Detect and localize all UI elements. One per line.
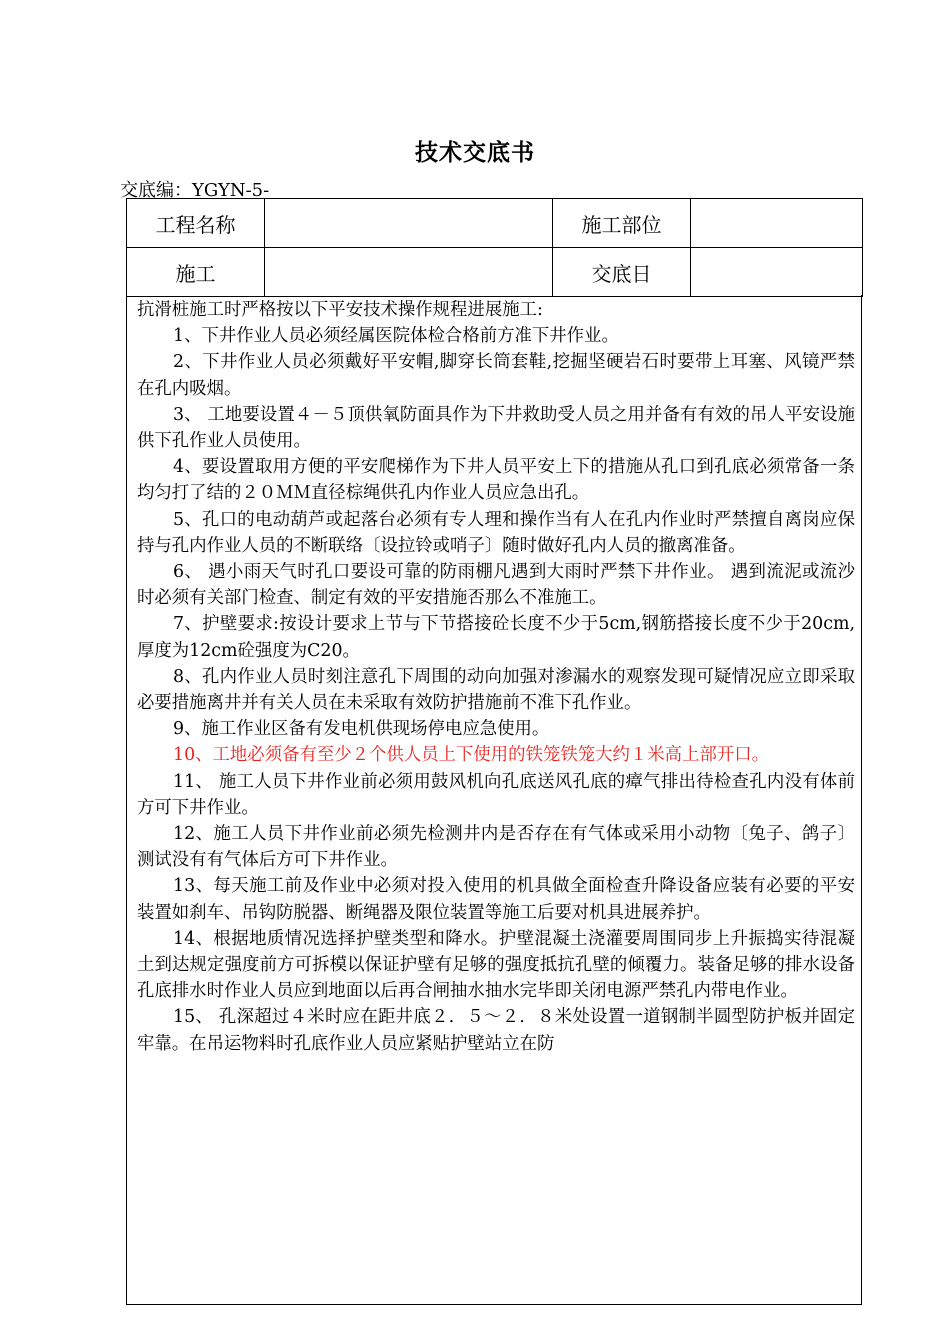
rule-item: 5、孔口的电动葫芦或起落台必须有专人理和操作当有人在孔内作业时严禁擅自离岗应保持与孔内作业人员的不断联络〔设拉铃或哨子〕随时做好孔内人员的撤离准备。 xyxy=(137,509,855,556)
date-value xyxy=(691,248,863,297)
document-title: 技术交底书 xyxy=(415,140,535,166)
document-code: 交底编：YGYN-5- xyxy=(120,180,270,201)
rule-item: 11、 施工人员下井作业前必须用鼓风机向孔底送风孔底的瘴气排出待检查孔内没有体前方可下井作业。 xyxy=(137,771,855,818)
rule-item: 12、施工人员下井作业前必须先检测井内是否存在有气体或采用小动物〔兔子、鸽子〕测试没有有气体后方可下井作业。 xyxy=(137,824,855,871)
rule-item-highlighted: 10、工地必须备有至少２个供人员上下使用的铁笼铁笼大约１米高上部开口。 xyxy=(173,745,770,766)
header-table xyxy=(126,198,863,297)
rule-item: 9、施工作业区备有发电机供现场停电应急使用。 xyxy=(173,719,550,740)
rule-item: 2、下井作业人员必须戴好平安帽,脚穿长筒套鞋,挖掘坚硬岩石时要带上耳塞、风镜严禁在孔内吸烟。 xyxy=(137,352,855,399)
rule-item: 7、护壁要求:按设计要求上节与下节搭接砼长度不少于5cm,钢筋搭接长度不少于20cm,厚度为12cm砼强度为C20。 xyxy=(137,614,855,661)
header-row-1 xyxy=(127,199,863,248)
rule-item: 6、 遇小雨天气时孔口要设可靠的防雨棚凡遇到大雨时严禁下井作业。 遇到流泥或流沙时必须有关部门检查、制定有效的平安措施否那么不准施工。 xyxy=(137,562,855,609)
rule-item: 13、每天施工前及作业中必须对投入使用的机具做全面检查升降设备应装有必要的平安装置如刹车、吊钩防脱器、断绳器及限位装置等施工后要对机具进展养护。 xyxy=(137,876,855,923)
rule-item: 4、要设置取用方便的平安爬梯作为下井人员平安上下的措施从孔口到孔底必须常备一条均匀打了结的２０ＭＭ直径棕绳供孔内作业人员应急出孔。 xyxy=(137,457,855,504)
header-row-2 xyxy=(127,248,863,297)
intro-text: 抗滑桩施工时严格按以下平安技术操作规程进展施工: xyxy=(137,300,543,320)
safety-rules xyxy=(137,297,855,1057)
project-name-label: 工程名称 xyxy=(127,199,265,248)
rule-item: 14、根据地质情况选择护壁类型和降水。护壁混凝土浇灌要周围同步上升振捣实待混凝土到达规定强度前方可拆模以保证护壁有足够的强度抵抗孔壁的倾覆力。装备足够的排水设备孔底排水时作业人员应到地面以后再合闸抽水抽水完毕即关闭电源严禁孔内带电作业。 xyxy=(137,928,855,1002)
construction-value xyxy=(265,248,553,297)
construction-label: 施工 xyxy=(127,248,265,297)
rule-item: 8、孔内作业人员时刻注意孔下周围的动向加强对渗漏水的观察发现可疑情况应立即采取必要措施离井并有关人员在未采取有效防护措施前不准下孔作业。 xyxy=(137,666,855,714)
construction-part-label: 施工部位 xyxy=(553,199,691,248)
construction-part-value xyxy=(691,199,863,248)
project-name-value xyxy=(265,199,553,248)
date-label: 交底日 xyxy=(553,248,691,297)
rule-item: 15、 孔深超过４米时应在距井底２．５～２．８米处设置一道钢制半圆型防护板并固定牢靠。在吊运物料时孔底作业人员应紧贴护壁站立在防 xyxy=(137,1007,855,1054)
rule-item: 1、下井作业人员必须经属医院体检合格前方准下井作业。 xyxy=(173,326,619,347)
rule-item: 3、 工地要设置４－５顶供氧防面具作为下井救助受人员之用并备有有效的吊人平安设施供下孔作业人员使用。 xyxy=(137,404,855,452)
